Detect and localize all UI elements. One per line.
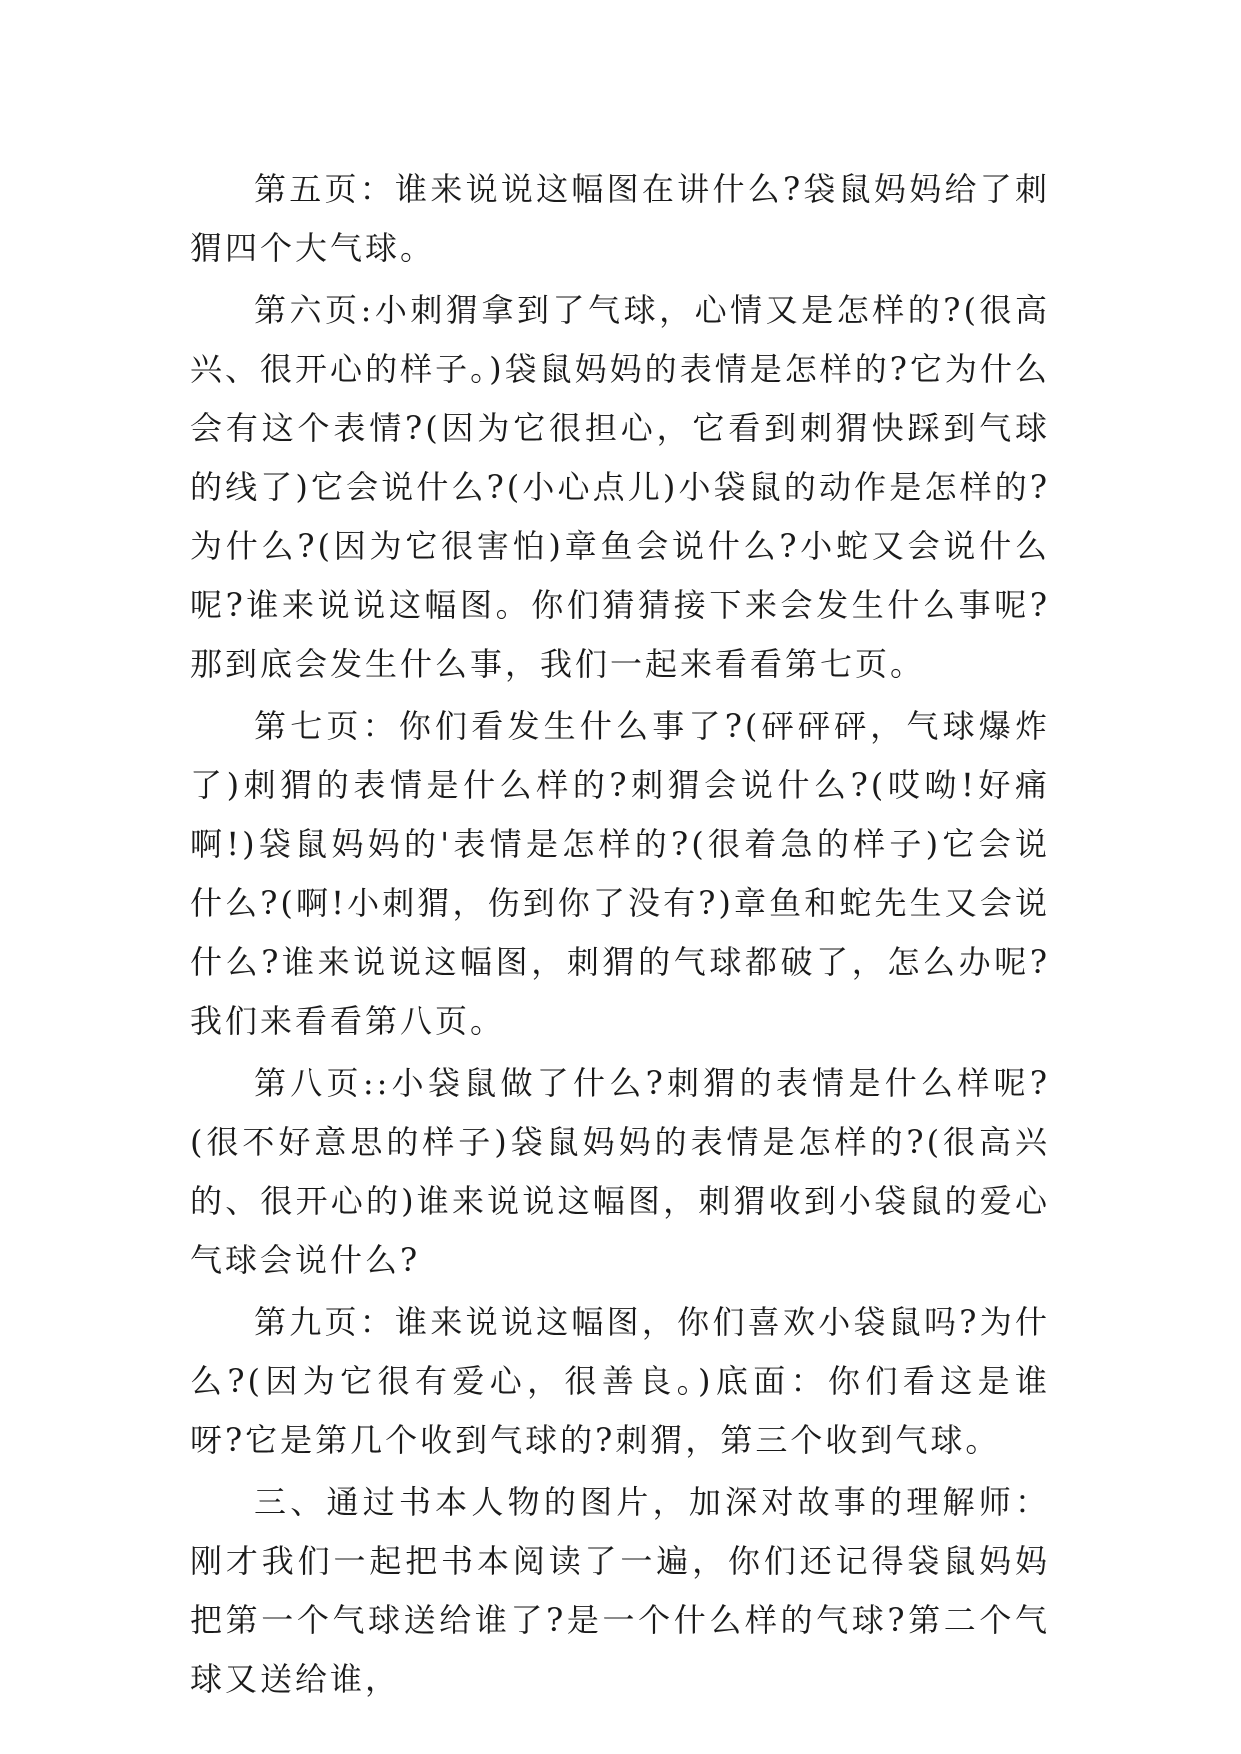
paragraph-page-six: 第六页:小刺猬拿到了气球，心情又是怎样的?(很高兴、很开心的样子。)袋鼠妈妈的表情是怎样的?它为什么会有这个表情?(因为它很担心，它看到刺猬快踩到气球的线了)它会说什么?(小心点儿)小袋鼠的动作是怎样的?为什么?(因为它很害怕)章鱼会说什么?小蛇又会说什么呢?谁来说说这幅图。你们猜猜接下来会发生什么事呢?那到底会发生什么事，我们一起来看看第七页。: [190, 291, 1050, 683]
paragraph-page-eight: 第八页::小袋鼠做了什么?刺猬的表情是什么样呢?(很不好意思的样子)袋鼠妈妈的表情是怎样的?(很高兴的、很开心的)谁来说说这幅图，刺猬收到小袋鼠的爱心气球会说什么?: [190, 1064, 1050, 1279]
document-body: [190, 160, 1050, 1712]
paragraph-page-seven: 第七页：你们看发生什么事了?(砰砰砰，气球爆炸了)刺猬的表情是什么样的?刺猬会说什么?(哎呦!好痛啊!)袋鼠妈妈的'表情是怎样的?(很着急的样子)它会说什么?(啊!小刺猬，伤到你了没有?)章鱼和蛇先生又会说什么?谁来说说这幅图，刺猬的气球都破了，怎么办呢?我们来看看第八页。: [190, 707, 1050, 1040]
paragraph-page-five: 第五页：谁来说说这幅图在讲什么?袋鼠妈妈给了刺猬四个大气球。: [190, 170, 1050, 267]
paragraph-page-nine: 第九页：谁来说说这幅图，你们喜欢小袋鼠吗?为什么?(因为它很有爱心，很善良。)底面：你们看这是谁呀?它是第几个收到气球的?刺猬，第三个收到气球。: [190, 1303, 1050, 1459]
paragraph-section-three: 三、通过书本人物的图片，加深对故事的理解师：刚才我们一起把书本阅读了一遍，你们还记得袋鼠妈妈把第一个气球送给谁了?是一个什么样的气球?第二个气球又送给谁，: [190, 1483, 1050, 1698]
